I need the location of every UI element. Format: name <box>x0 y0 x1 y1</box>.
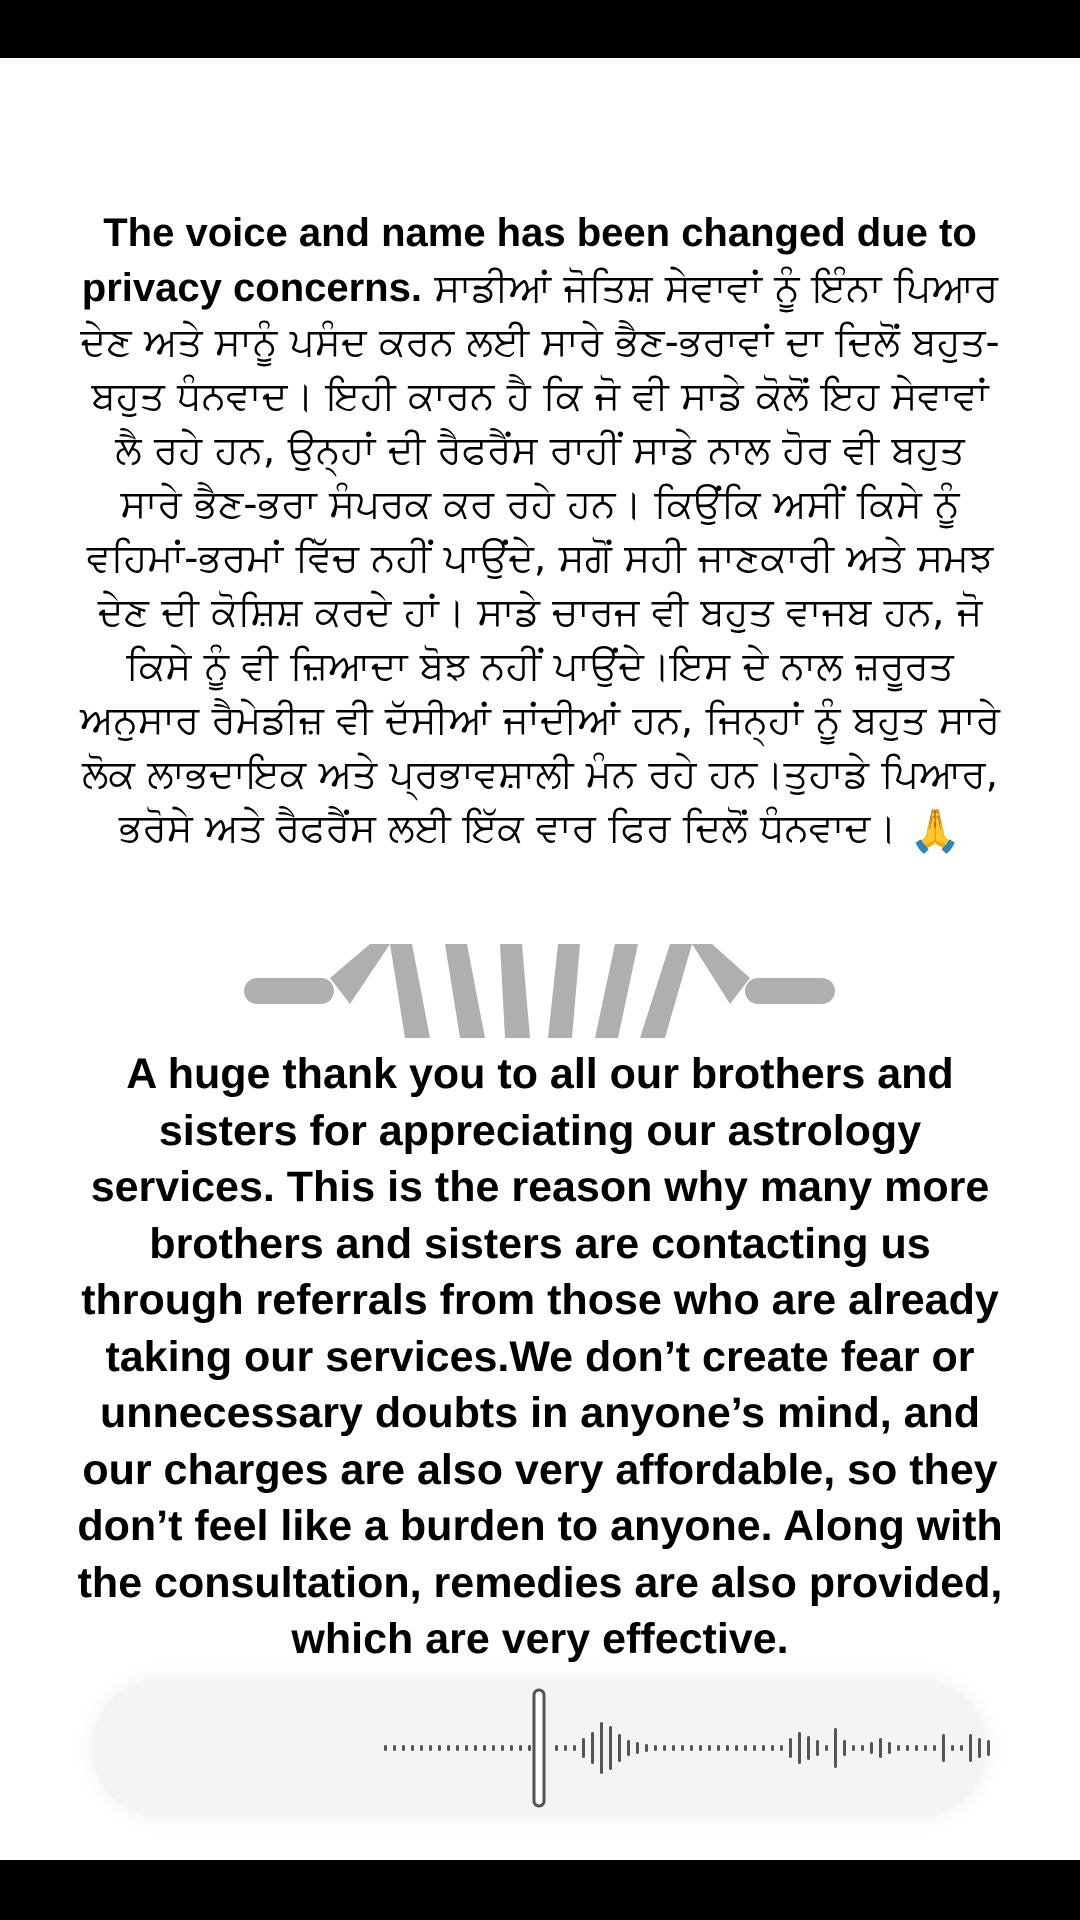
waveform-bar <box>681 1745 684 1751</box>
waveform-bar <box>951 1745 954 1751</box>
waveform-bar <box>861 1745 864 1751</box>
waveform-bar <box>789 1738 792 1758</box>
waveform-bar <box>735 1745 738 1751</box>
waveform-bar <box>393 1745 396 1751</box>
punjabi-text-block <box>80 206 1000 858</box>
waveform-bar <box>591 1732 594 1764</box>
waveform-bar <box>915 1745 918 1751</box>
waveform-bar <box>726 1745 729 1751</box>
story-content <box>0 58 1080 1860</box>
top-black-bar <box>0 0 1080 58</box>
waveform-bar <box>573 1745 576 1751</box>
waveform-bar <box>465 1745 468 1751</box>
waveform-bar <box>834 1728 837 1768</box>
waveform-bar <box>960 1745 963 1751</box>
waveform-bar <box>879 1738 882 1758</box>
waveform-bar <box>528 1745 531 1751</box>
waveform-bar <box>690 1745 693 1751</box>
waveform-bar <box>969 1734 972 1762</box>
waveform-bar <box>402 1745 405 1751</box>
praying-hands-icon: 🙏 <box>909 805 962 855</box>
waveform-bar <box>627 1740 630 1756</box>
waveform-bar <box>771 1745 774 1751</box>
waveform-bar <box>897 1745 900 1751</box>
waveform-bar <box>411 1745 414 1751</box>
waveform-bar <box>564 1745 567 1751</box>
waveform-bar <box>618 1734 621 1762</box>
waveform-bar <box>609 1726 612 1770</box>
waveform-bar <box>870 1742 873 1754</box>
waveform-bar <box>600 1722 603 1774</box>
waveform-bar <box>924 1745 927 1751</box>
waveform-bar <box>906 1745 909 1751</box>
waveform-bar <box>987 1740 990 1756</box>
waveform-bar <box>483 1745 486 1751</box>
waveform-bar <box>474 1745 477 1751</box>
waveform-bar <box>636 1742 639 1754</box>
waveform-bar <box>519 1745 522 1751</box>
waveform-bar <box>456 1745 459 1751</box>
waveform-bar <box>510 1745 513 1751</box>
waveform-bar <box>852 1745 855 1751</box>
waveform-bar <box>825 1745 828 1751</box>
waveform-bar <box>672 1745 675 1751</box>
waveform-bar <box>717 1745 720 1751</box>
playhead-icon[interactable] <box>534 1690 544 1806</box>
waveform-bar <box>429 1745 432 1751</box>
waveform-bar <box>888 1742 891 1754</box>
waveform-bar <box>420 1745 423 1751</box>
english-message-text: A huge thank you to all our brothers and sisters for appreciating our astrology services. This is the reason why many more brothers and sisters are contacting us through referrals from those who are already taking our services.We don’t create fear or unnecessary doubts in anyone’s mind, and our charges are also very affordable, so they don’t feel like a burden to anyone. Along with the consultation, remedies are also provided, which are very effective. <box>77 1050 1003 1663</box>
audio-waveform-icon[interactable] <box>380 1680 1000 1816</box>
waveform-bar <box>645 1744 648 1752</box>
punjabi-message-text: ਸਾਡੀਆਂ ਜੋਤਿਸ਼ ਸੇਵਾਵਾਂ ਨੂੰ ਇੰਨਾ ਪਿਆਰ ਦੇਣ ਅਤੇ ਸਾਨੂੰ ਪਸੰਦ ਕਰਨ ਲਈ ਸਾਰੇ ਭੈਣ-ਭਰਾਵਾਂ ਦਾ ਦਿਲੋਂ ਬਹੁਤ-ਬਹੁਤ ਧੰਨਵਾਦ। ਇਹੀ ਕਾਰਨ ਹੈ ਕਿ ਜੋ ਵੀ ਸਾਡੇ ਕੋਲੋਂ ਇਹ ਸੇਵਾਵਾਂ ਲੈ ਰਹੇ ਹਨ, ਉਨ੍ਹਾਂ ਦੀ ਰੈਫਰੈਂਸ ਰਾਹੀਂ ਸਾਡੇ ਨਾਲ ਹੋਰ ਵੀ ਬਹੁਤ ਸਾਰੇ ਭੈਣ-ਭਰਾ ਸੰਪਰਕ ਕਰ ਰਹੇ ਹਨ। ਕਿਉਂਕਿ ਅਸੀਂ ਕਿਸੇ ਨੂੰ ਵਹਿਮਾਂ-ਭਰਮਾਂ ਵਿੱਚ ਨਹੀਂ ਪਾਉਂਦੇ, ਸਗੋਂ ਸਹੀ ਜਾਣਕਾਰੀ ਅਤੇ ਸਮਝ ਦੇਣ ਦੀ ਕੋਸ਼ਿਸ਼ ਕਰਦੇ ਹਾਂ। ਸਾਡੇ ਚਾਰਜ ਵੀ ਬਹੁਤ ਵਾਜਬ ਹਨ, ਜੋ ਕਿਸੇ ਨੂੰ ਵੀ ਜ਼ਿਆਦਾ ਬੋਝ ਨਹੀਂ ਪਾਉਂਦੇ।ਇਸ ਦੇ ਨਾਲ ਜ਼ਰੂਰਤ ਅਨੁਸਾਰ ਰੈਮੇਡੀਜ਼ ਵੀ ਦੱਸੀਆਂ ਜਾਂਦੀਆਂ ਹਨ, ਜਿਨ੍ਹਾਂ ਨੂੰ ਬਹੁਤ ਸਾਰੇ ਲੋਕ ਲਾਭਦਾਇਕ ਅਤੇ ਪ੍ਰਭਾਵਸ਼ਾਲੀ ਮੰਨ ਰਹੇ ਹਨ।ਤੁਹਾਡੇ ਪਿਆਰ, ਭਰੋਸੇ ਅਤੇ ਰੈਫਰੈਂਸ ਲਈ ਇੱਕ ਵਾਰ ਫਿਰ ਦਿਲੋਂ ਧੰਨਵਾਦ। <box>80 266 1000 851</box>
privacy-notice-text: The voice and name has been changed due to privacy concerns. <box>81 211 977 310</box>
waveform-bar <box>753 1745 756 1751</box>
waveform-bar <box>798 1732 801 1764</box>
waveform-bar <box>492 1745 495 1751</box>
waveform-bar <box>816 1740 819 1756</box>
waveform-bar <box>663 1745 666 1751</box>
waveform-bar <box>978 1738 981 1758</box>
waveform-bar <box>699 1745 702 1751</box>
waveform-bar <box>708 1745 711 1751</box>
waveform-bar <box>555 1745 558 1751</box>
waveform-bar <box>807 1736 810 1760</box>
waveform-bar <box>384 1745 387 1751</box>
waveform-bar <box>933 1745 936 1751</box>
waveform-bar <box>654 1745 657 1751</box>
waveform-bar <box>762 1745 765 1751</box>
waveform-bar <box>438 1745 441 1751</box>
waveform-bar <box>582 1738 585 1758</box>
waveform-bar <box>843 1740 846 1756</box>
waveform-bar <box>942 1734 945 1762</box>
waveform-bar <box>744 1745 747 1751</box>
waveform-bar <box>447 1745 450 1751</box>
waveform-bar <box>780 1745 783 1751</box>
bottom-black-bar <box>0 1860 1080 1920</box>
waveform-bar <box>501 1745 504 1751</box>
watermark-logo-icon <box>240 908 840 1038</box>
